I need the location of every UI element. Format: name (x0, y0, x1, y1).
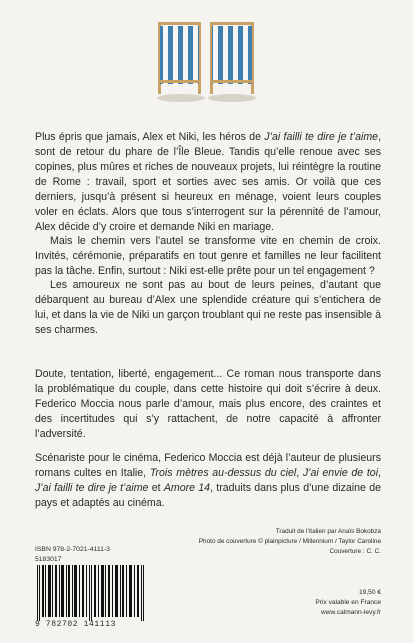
bio-text: , traduits dans plus d’une dizaine de pays et adaptés au cinéma. (35, 482, 381, 509)
price-validity: Prix valable en France (315, 599, 381, 606)
price-block (261, 588, 381, 618)
synopsis-paragraph-3 (35, 278, 381, 338)
synopsis-paragraph-1 (35, 130, 381, 235)
credits-block (171, 527, 381, 557)
book-title: J’ai failli te dire je t’aime (264, 131, 379, 143)
barcode-digits: 9 782702 141113 (35, 620, 117, 629)
book-title: J’ai envie de toi (302, 467, 379, 479)
isbn-number: ISBN 978-2-7021-4111-3 (35, 546, 110, 553)
synopsis-text: Plus épris que jamais, Alex et Niki, les héros de (35, 131, 265, 143)
synopsis-text: Les amoureux ne sont pas au bout de leurs peines, d’autant que débarquent au bureau d’Alex une splendide créature qui s’entichera de lui, et dans la vie de Niki un garçon troublant qui ne reste pas insensible à ses charmes. (35, 279, 381, 336)
synopsis-paragraph-4 (35, 367, 381, 442)
cover-credit: Couverture : C. C. (329, 548, 381, 555)
bio-text: Scénariste pour le cinéma, Federico Moccia est déjà l’auteur de plusieurs romans cultes en Italie, (35, 452, 381, 479)
barcode (35, 565, 147, 625)
book-title: Amore 14 (163, 482, 211, 494)
synopsis-paragraph-2 (35, 234, 381, 279)
synopsis-text: Doute, tentation, liberté, engagement... Ce roman nous transporte dans la problématique du couple, dans cette histoire qui doit s’écrire à deux. Federico Moccia nous parle d’amour, mais plus encore, des craintes et des incertitudes qui s’y rattachent, de notre capacité à affronter l’adversité. (35, 368, 381, 440)
isbn-block (35, 545, 110, 565)
synopsis-text: , sont de retour du phare de l’Île Bleue. Tandis qu’elle renoue avec ses copines, plus mûres et riches de nouveaux projets, lui réintègre la routine de Rome : travail, sport et sorties avec ses amis. Or voilà que ces derniers, jusqu’à présent si heureux en ménage, voient leurs couples voler en éclats. Alors que tous s’interrogent sur la pérennité de l’amour, Alex décide d’y croire et demande Niki en mariage. (35, 131, 382, 233)
book-title: Trois mètres au-dessus du ciel (149, 467, 297, 479)
separator: , (296, 467, 303, 479)
translator-credit: Traduit de l’italien par Anaïs Bokobza (275, 528, 381, 535)
book-title: J’ai failli te dire je t’aime (35, 482, 149, 494)
publisher-website: www.calmann-levy.fr (321, 609, 381, 616)
photo-credit: Photo de couverture © plainpicture / Millennium / Taylor Caroline (198, 538, 381, 545)
price-amount: 19,50 € (359, 589, 381, 596)
separator: et (148, 482, 164, 494)
separator: , (378, 467, 381, 479)
synopsis-text: Mais le chemin vers l’autel se transforme vite en chemin de croix. Invités, cérémonie, préparatifs en tout genre et familles ne leur facilitent pas la tâche. Enfin, surtout : Niki est-elle prête pour un tel engagement ? (35, 235, 381, 277)
internal-code: 5183017 (35, 556, 62, 563)
deck-chairs-image (148, 18, 264, 104)
author-bio-paragraph (35, 451, 381, 511)
